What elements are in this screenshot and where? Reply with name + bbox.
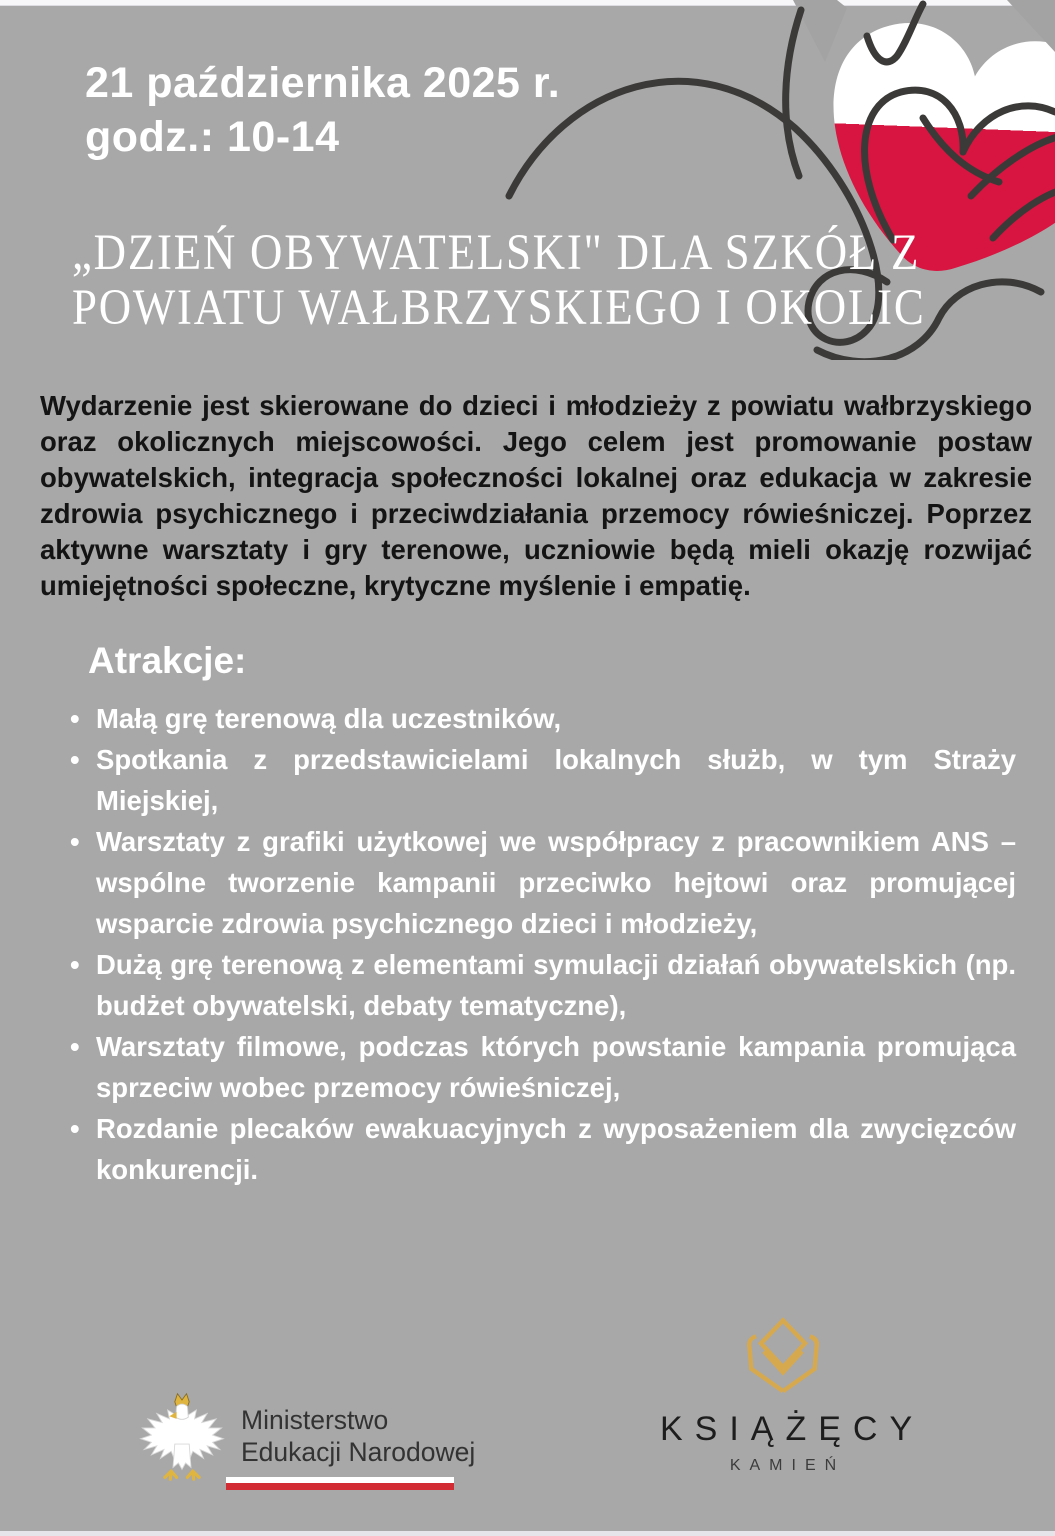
event-time-line: godz.: 10-14 xyxy=(85,113,340,161)
partner-logo xyxy=(648,1316,925,1475)
list-item: • Warsztaty filmowe, podczas których powstanie kampania promująca sprzeciw wobec przemocy rówieśniczej, xyxy=(68,1026,1016,1108)
event-date-line: 21 października 2025 r. xyxy=(85,59,561,107)
ministry-name-line1: Ministerstwo xyxy=(241,1405,389,1435)
list-item: • Warsztaty z grafiki użytkowej we współpracy z pracownikiem ANS – wspólne tworzenie kampanii przeciwko hejtowi oraz promującej wsparcie zdrowia psychicznego dzieci i młodzieży, xyxy=(68,821,1016,944)
polish-eagle-icon xyxy=(137,1390,227,1491)
page-title-line1: „DZIEŃ OBYWATELSKI" DLA SZKÓŁ Z xyxy=(72,225,921,281)
bottom-edge-strip xyxy=(0,1531,1055,1536)
page-title xyxy=(72,226,926,336)
ministry-name xyxy=(241,1390,475,1491)
ministry-name-line2: Edukacji Narodowej xyxy=(241,1437,476,1467)
page-title-line2: POWIATU WAŁBRZYSKIEGO I OKOLIC xyxy=(72,280,926,336)
list-item: • Spotkania z przedstawicielami lokalnych służb, w tym Straży Miejskiej, xyxy=(68,739,1016,821)
list-item: • Rozdanie plecaków ewakuacyjnych z wyposażeniem dla zwycięzców konkurencji. xyxy=(68,1108,1016,1190)
partner-name: KSIĄŻĘCY xyxy=(660,1410,925,1448)
list-item: • Małą grę terenową dla uczestników, xyxy=(68,698,1016,739)
attractions-list xyxy=(68,698,1016,1190)
attractions-heading: Atrakcje: xyxy=(88,640,247,681)
event-date xyxy=(85,56,560,164)
ministry-logo xyxy=(137,1390,475,1491)
intro-paragraph: Wydarzenie jest skierowane do dzieci i młodzieży z powiatu wałbrzyskiego oraz okolicznych miejscowości. Jego celem jest promowanie postaw obywatelskich, integracja społeczności lokalnej oraz edukacja w zakresie zdrowia psychicznego i przeciwdziałania przemocy rówieśniczej. Poprzez aktywne warsztaty i gry terenowe, uczniowie będą mieli okazję rozwijać umiejętności społeczne, krytyczne myślenie i empatię. xyxy=(40,389,1032,601)
partner-subname: KAMIEŃ xyxy=(729,1457,846,1474)
flag-stripe xyxy=(226,1477,454,1490)
list-item: • Dużą grę terenową z elementami symulacji działań obywatelskich (np. budżet obywatelski, debaty tematyczne), xyxy=(68,944,1016,1026)
crown-icon xyxy=(739,1316,827,1397)
